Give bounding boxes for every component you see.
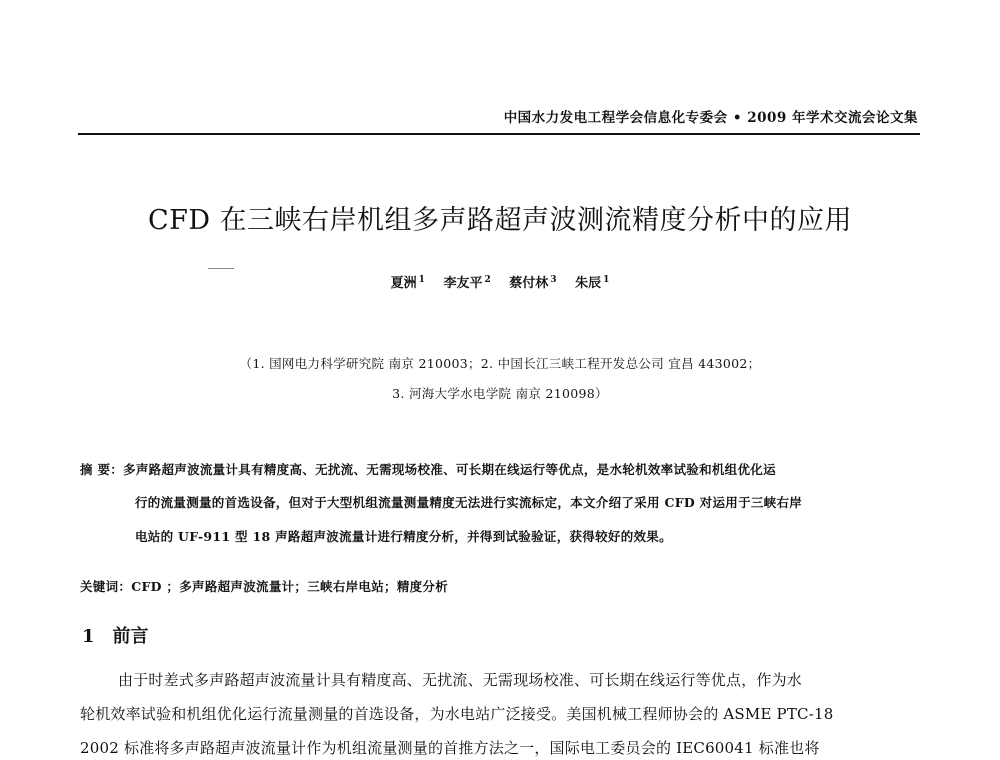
- running-header: 中国水力发电工程学会信息化专委会 • 2009 年学术交流会论文集: [503, 110, 918, 126]
- author-affiliation-mark: 3: [550, 274, 557, 285]
- body-text-line-1: 由于时差式多声路超声波流量计具有精度高、无扰流、无需现场校准、可长期在线运行等优点，作为水: [118, 671, 803, 689]
- abstract-label: 摘 要：: [80, 462, 124, 477]
- affiliation-line-1: （1. 国网电力科学研究院 南京 210003；2. 中国长江三峡工程开发总公司 宜昌 443002；: [239, 356, 761, 371]
- stray-mark: [208, 268, 234, 269]
- paper-title: CFD 在三峡右岸机组多声路超声波测流精度分析中的应用: [147, 205, 853, 236]
- author-name: 朱辰: [575, 276, 602, 291]
- author-affiliation-mark: 1: [418, 274, 425, 285]
- abstract-line-1: [80, 460, 776, 478]
- keywords-text: CFD ；多声路超声波流量计；三峡右岸电站；精度分析: [131, 579, 449, 594]
- author-3: [509, 276, 556, 291]
- author-name: 夏洲: [390, 276, 417, 291]
- section-number: 1: [82, 626, 95, 647]
- affiliation-line-2: 3. 河海大学水电学院 南京 210098）: [392, 386, 608, 401]
- author-list: [0, 272, 1000, 291]
- header-rule: [78, 133, 920, 135]
- body-text-line-2: 轮机效率试验和机组优化运行流量测量的首选设备，为水电站广泛接受。美国机械工程师协会的 ASME PTC-18: [80, 705, 834, 723]
- body-text-line-3: 2002 标准将多声路超声波流量计作为机组流量测量的首推方法之一，国际电工委员会的 IEC60041 标准也将: [80, 739, 820, 757]
- keywords-label: 关键词：: [80, 579, 132, 594]
- author-affiliation-mark: 1: [603, 274, 610, 285]
- abstract-line-3: 电站的 UF-911 型 18 声路超声波流量计进行精度分析，并得到试验验证，获得较好的效果。: [135, 529, 672, 544]
- section-title: 前言: [112, 626, 149, 647]
- author-2: [443, 276, 490, 291]
- abstract-text: 多声路超声波流量计具有精度高、无扰流、无需现场校准、可长期在线运行等优点，是水轮机效率试验和机组优化运: [123, 462, 776, 477]
- keywords-line: [80, 577, 448, 595]
- author-4: [575, 276, 609, 291]
- author-name: 李友平: [443, 276, 483, 291]
- section-heading-1: [82, 622, 149, 648]
- author-name: 蔡付林: [509, 276, 549, 291]
- author-1: [391, 276, 425, 291]
- author-affiliation-mark: 2: [484, 274, 491, 285]
- abstract-line-2: 行的流量测量的首选设备，但对于大型机组流量测量精度无法进行实流标定，本文介绍了采用 CFD 对运用于三峡右岸: [135, 495, 803, 510]
